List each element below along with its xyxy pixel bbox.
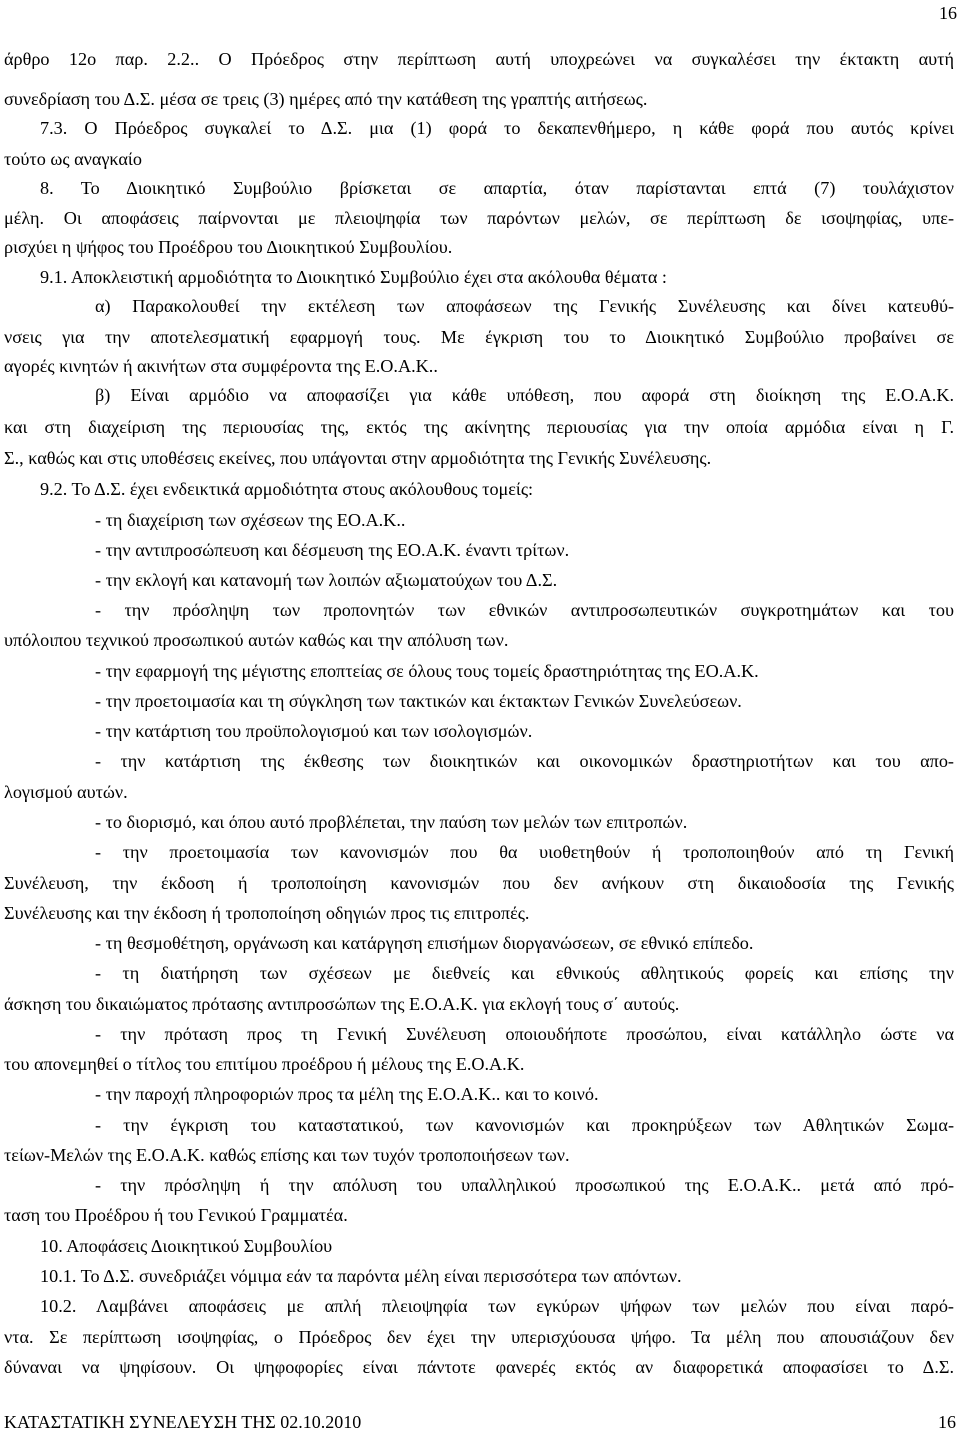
text-line: 9.1. Αποκλειστική αρμοδιότητα το Διοικητικό Συμβούλιο έχει στα ακόλουθα θέματα : (40, 267, 667, 287)
text-line: του απονεμηθεί ο τίτλος του επιτίμου προέδρου ή μέλους της Ε.Ο.Α.Κ. (4, 1054, 525, 1074)
text-line: λογισμού αυτών. (4, 782, 128, 802)
text-line: - τη διατήρηση των σχέσεων με διεθνείς και εθνικούς αθλητικούς φορείς και επίσης την (95, 963, 954, 983)
text-line: α) Παρακολουθεί την εκτέλεση των αποφάσεων της Γενικής Συνέλευσης και δίνει κατευθύ- (95, 296, 954, 316)
text-line: ντα. Σε περίπτωση ισοψηφίας, ο Πρόεδρος δεν έχει την υπερισχύουσα ψήφο. Τα μέλη που απουσιάζουν δεν (4, 1327, 954, 1347)
text-line: υπόλοιπου τεχνικού προσωπικού αυτών καθώς και την απόλυση των. (4, 630, 509, 650)
text-line: - την πρόσληψη των προπονητών των εθνικών αντιπροσωπευτικών συγκροτημάτων και του (95, 600, 954, 620)
text-line: - την κατάρτιση της έκθεσης των διοικητικών και οικονομικών δραστηριοτήτων και του απο- (95, 751, 954, 771)
text-line: - την εφαρμογή της μέγιστης εποπτείας σε όλους τους τομείς δραστηριότητας της ΕΟ.Α.Κ. (95, 661, 759, 681)
text-line: μέλη. Οι αποφάσεις παίρνονται με πλειοψηφία των παρόντων μελών, σε περίπτωση δε ισοψηφίας, υπε- (4, 208, 954, 228)
text-line: - την προετοιμασία των κανονισμών που θα υιοθετηθούν ή τροποποιηθούν από τη Γενική (95, 842, 954, 862)
text-line: - την παροχή πληροφοριών προς τα μέλη της Ε.Ο.Α.Κ.. και το κοινό. (95, 1084, 599, 1104)
text-line: τείων-Μελών της Ε.Ο.Α.Κ. καθώς επίσης και των τυχόν τροποποιήσεων των. (4, 1145, 570, 1165)
text-line: - την αντιπροσώπευση και δέσμευση της ΕΟ.Α.Κ. έναντι τρίτων. (95, 540, 570, 560)
text-line: - την κατάρτιση του προϋπολογισμού και των ισολογισμών. (95, 721, 533, 741)
text-line: - την πρόσληψη ή την απόλυση του υπαλληλικού προσωπικού της Ε.Ο.Α.Κ.. μετά από πρό- (95, 1175, 954, 1195)
text-line: β) Είναι αρμόδιο να αποφασίζει για κάθε υπόθεση, που αφορά στη διοίκηση της Ε.Ο.Α.Κ. (95, 385, 954, 405)
text-line: ρισχύει η ψήφος του Προέδρου του Διοικητικού Συμβουλίου. (4, 237, 453, 257)
text-line: άρθρο 12ο παρ. 2.2.. Ο Πρόεδρος στην περίπτωση αυτή υποχρεώνει να συγκαλέσει την έκτακτη αυτή (4, 49, 954, 69)
text-line: - την προετοιμασία και τη σύγκληση των τακτικών και έκτακτων Γενικών Συνελεύσεων. (95, 691, 742, 711)
page-number-top: 16 (939, 3, 957, 23)
text-line: αγορές κινητών ή ακινήτων στα συμφέροντα της Ε.Ο.Α.Κ.. (4, 356, 438, 376)
text-line: - τη διαχείριση των σχέσεων της ΕΟ.Α.Κ.. (95, 510, 406, 530)
text-line: άσκηση του δικαιώματος πρότασης αντιπροσώπων της Ε.Ο.Α.Κ. για εκλογή τους σ΄ αυτούς. (4, 994, 680, 1014)
text-line: ταση του Προέδρου ή του Γενικού Γραμματέα. (4, 1205, 348, 1225)
text-line: και στη διαχείριση της περιουσίας της, εκτός της ακίνητης περιουσίας για την οποία αρμόδια είναι η Γ. (4, 417, 954, 437)
text-line: 10. Αποφάσεις Διοικητικού Συμβουλίου (40, 1236, 333, 1256)
text-line: Συνέλευση, την έκδοση ή τροποποίηση κανονισμών που δεν ανήκουν στη δικαιοδοσία της Γενικής (4, 873, 954, 893)
text-line: 8. Το Διοικητικό Συμβούλιο βρίσκεται σε απαρτία, όταν παρίστανται επτά (7) τουλάχιστον (40, 178, 954, 198)
text-line: δύναναι να ψηφίσουν. Οι ψηφοφορίες είναι πάντοτε φανερές εκτός αν διαφορετικά αποφασίσει το Δ.Σ. (4, 1357, 954, 1377)
text-line: νσεις για την αποτελεσματική εφαρμογή τους. Με έγκριση του το Διοικητικό Συμβούλιο προβαίνει σε (4, 327, 954, 347)
text-line: - το διορισμό, και όπου αυτό προβλέπεται, την παύση των μελών των επιτροπών. (95, 812, 688, 832)
text-line: 10.2. Λαμβάνει αποφάσεις με απλή πλειοψηφία των εγκύρων ψήφων των μελών που είναι παρό- (40, 1296, 954, 1316)
text-line: Συνέλευσης και την έκδοση ή τροποποίηση οδηγιών προς τις επιτροπές. (4, 903, 530, 923)
text-line: - την πρόταση προς τη Γενική Συνέλευση οποιουδήποτε προσώπου, είναι κατάλληλο ώστε να (95, 1024, 954, 1044)
text-line: τούτο ως αναγκαίο (4, 149, 142, 169)
text-line: 7.3. Ο Πρόεδρος συγκαλεί το Δ.Σ. μια (1) φορά το δεκαπενθήμερο, η κάθε φορά που αυτός κρίνει (40, 118, 954, 138)
text-line: - την έγκριση του καταστατικού, των κανονισμών και προκηρύξεων των Αθλητικών Σωμα- (95, 1115, 954, 1135)
text-line: Σ., καθώς και στις υποθέσεις εκείνες, που υπάγονται στην αρμοδιότητα της Γενικής Συνέλευσης. (4, 448, 712, 468)
text-line: 9.2. Το Δ.Σ. έχει ενδεικτικά αρμοδιότητα στους ακόλουθους τομείς: (40, 479, 534, 499)
footer-text: ΚΑΤΑΣΤΑΤΙΚΗ ΣΥΝΕΛΕΥΣΗ ΤΗΣ 02.10.2010 (4, 1412, 362, 1432)
text-line: - την εκλογή και κατανομή των λοιπών αξιωματούχων του Δ.Σ. (95, 570, 558, 590)
text-line: συνεδρίαση του Δ.Σ. μέσα σε τρεις (3) ημέρες από την κατάθεση της γραπτής αιτήσεως. (4, 89, 648, 109)
text-line: - τη θεσμοθέτηση, οργάνωση και κατάργηση επισήμων διοργανώσεων, σε εθνικό επίπεδο. (95, 933, 754, 953)
footer-page-number: 16 (938, 1412, 956, 1432)
text-line: 10.1. Το Δ.Σ. συνεδριάζει νόμιμα εάν τα παρόντα μέλη είναι περισσότερα των απόντων. (40, 1266, 682, 1286)
